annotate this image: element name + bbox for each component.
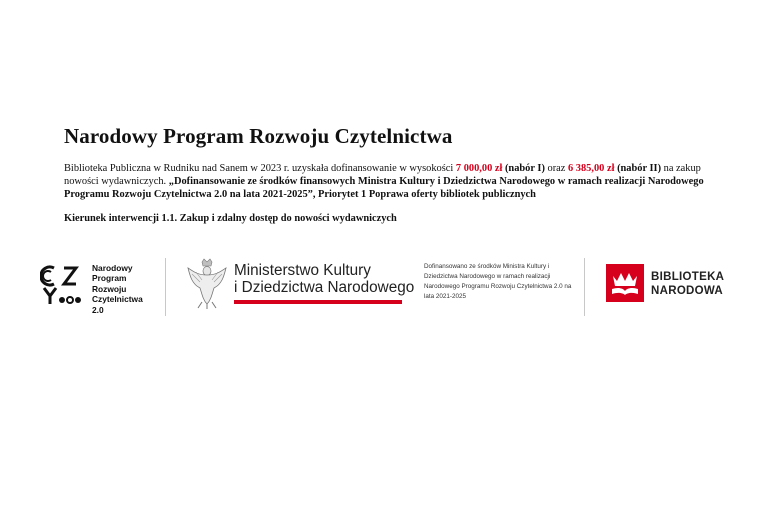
document-body	[64, 124, 714, 224]
logo-strip	[40, 252, 740, 318]
bn-line-2: NARODOWA	[651, 285, 724, 297]
cofunding-note: Dofinansowano ze środków Ministra Kultury i Dziedzictwa Narodowego w ramach realizacji Narodowego Programu Rozwoju Czytelnictwa 2.0 na lata 2021-2025	[424, 263, 572, 300]
nprc-logo-text	[92, 263, 162, 315]
funding-paragraph	[64, 162, 714, 201]
nprc-line: Program	[92, 273, 127, 284]
bn-line-1: BIBLIOTEKA	[651, 271, 725, 283]
label-second: (nabór II)	[614, 163, 662, 174]
nprc-line: Narodowy	[92, 263, 133, 273]
polish-eagle-icon	[186, 258, 228, 310]
funding-quote: „Dofinansowanie ze środków finansowych Ministra Kultury i Dziedzictwa Narodowego w ramach realizacji Narodowego Programu Rozwoju Czytelnictwa 2.0 na lata 2021-2025”, Priorytet 1 Poprawa oferty bibliotek publicznych	[64, 176, 704, 200]
nprc-line: 2.0	[92, 304, 104, 315]
nprc-line: Rozwoju	[92, 283, 127, 294]
logo-separator	[584, 258, 585, 316]
label-first: (nabór I)	[502, 163, 545, 174]
intervention-direction: Kierunek interwencji 1.1. Zakup i zdalny dostęp do nowości wydawniczych	[64, 213, 397, 224]
czy-logo-icon	[40, 262, 84, 306]
ministry-line-2: i Dziedzictwa Narodowego	[234, 279, 415, 296]
page-title: Narodowy Program Rozwoju Czytelnictwa	[64, 124, 453, 148]
paragraph-intro: Biblioteka Publiczna w Rudniku nad Sanem w 2023 r. uzyskała dofinansowanie w wysokości	[64, 163, 456, 174]
amount-first: 7 000,00 zł	[455, 163, 503, 174]
logo-separator	[165, 258, 166, 316]
paragraph-mid: oraz	[544, 163, 568, 174]
ministry-red-bar	[234, 300, 402, 304]
amount-second: 6 385,00 zł	[568, 163, 615, 174]
nprc-line: Czytelnictwa	[92, 294, 143, 305]
ministry-line-1: Ministerstwo Kultury	[234, 262, 371, 279]
paragraph-rest: na zakup nowości wydawniczych.	[64, 163, 701, 187]
biblioteka-narodowa-logo-icon	[606, 264, 644, 302]
ministry-name	[234, 262, 414, 296]
biblioteka-narodowa-text	[651, 270, 724, 298]
